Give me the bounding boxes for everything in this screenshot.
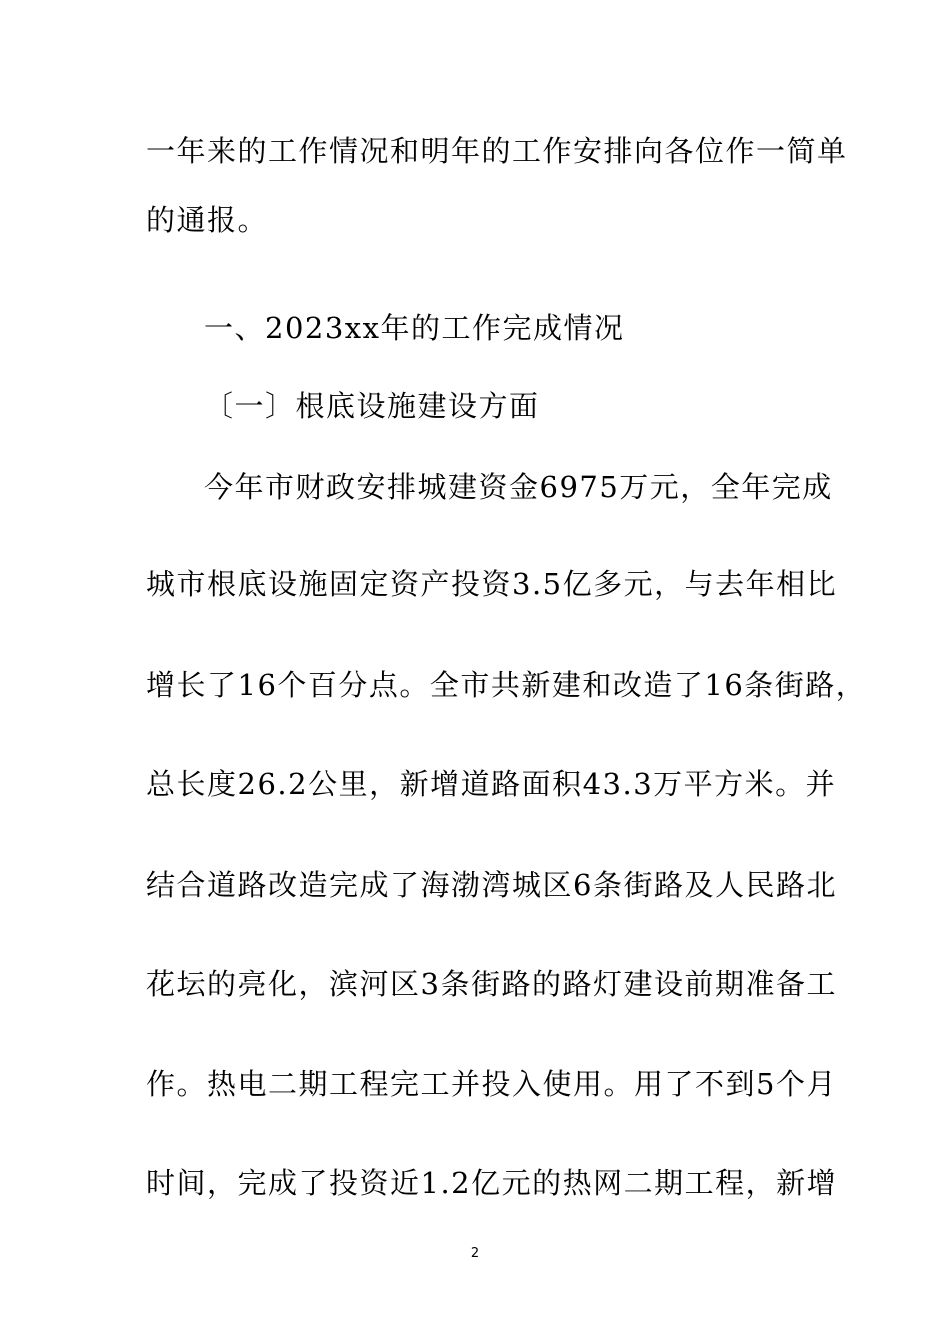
section-heading: 一、2023xx年的工作完成情况 — [204, 311, 625, 345]
page-number: 2 — [470, 1246, 480, 1261]
text-line-2: 的通报。 — [146, 203, 269, 237]
paragraph-line-1: 今年市财政安排城建资金6975万元，全年完成 — [204, 470, 833, 504]
paragraph-line-4: 总长度26.2公里，新增道路面积43.3万平方米。并 — [146, 767, 837, 801]
paragraph-line-3: 增长了16个百分点。全市共新建和改造了16条街路， — [146, 668, 867, 702]
paragraph-line-5: 结合道路改造完成了海渤湾城区6条街路及人民路北 — [146, 868, 837, 902]
text-line-1: 一年来的工作情况和明年的工作安排向各位作一简单 — [146, 134, 848, 168]
paragraph-line-8: 时间，完成了投资近1.2亿元的热网二期工程，新增 — [146, 1166, 838, 1200]
paragraph-line-6: 花坛的亮化，滨河区3条街路的路灯建设前期准备工 — [146, 967, 837, 1001]
paragraph-line-7: 作。热电二期工程完工并投入使用。用了不到5个月 — [146, 1067, 837, 1101]
subsection-heading: 〔一〕根底设施建设方面 — [204, 389, 540, 423]
paragraph-line-2: 城市根底设施固定资产投资3.5亿多元，与去年相比 — [146, 567, 838, 601]
